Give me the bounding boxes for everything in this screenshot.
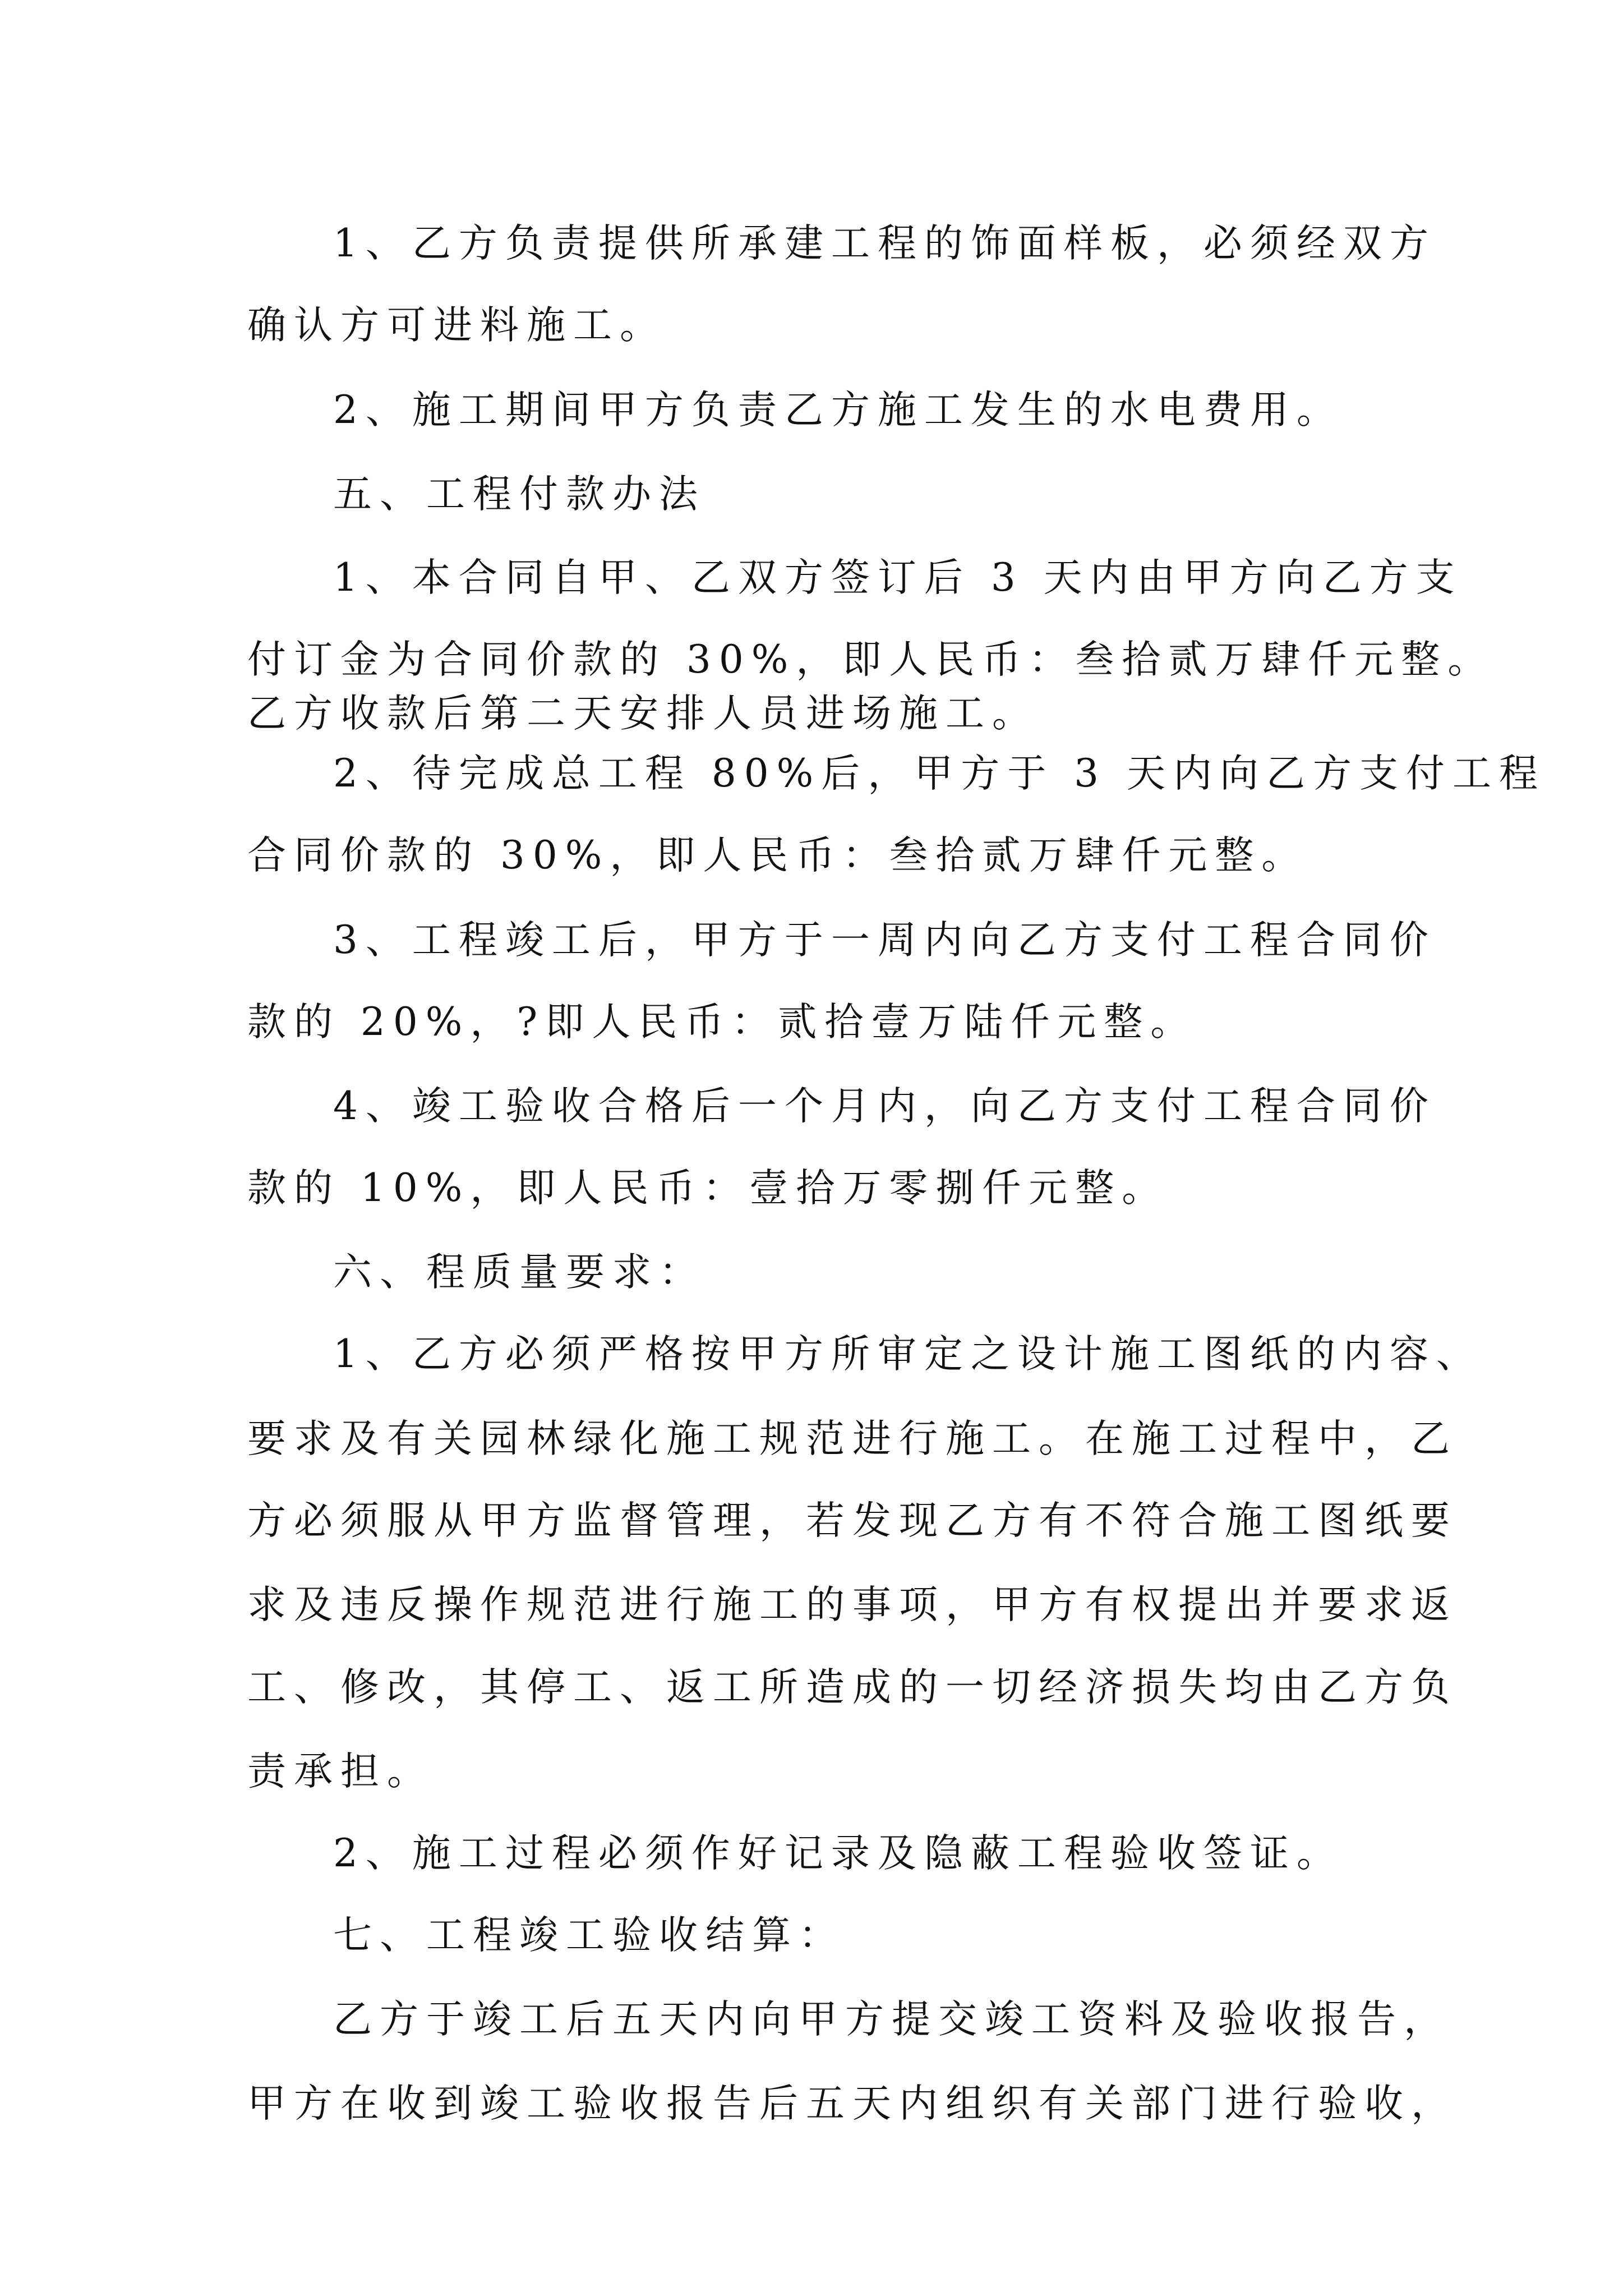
text-line: 乙方收款后第二天安排人员进场施工。 — [247, 691, 1039, 736]
text-line: 款的 10%，即人民币：壹拾万零捌仟元整。 — [247, 1166, 1169, 1211]
text-line: 2、待完成总工程 80%后，甲方于 3 天内向乙方支付工程 — [333, 751, 1546, 796]
section-heading: 五、工程付款办法 — [333, 472, 706, 517]
text-line: 求及违反操作规范进行施工的事项，甲方有权提出并要求返 — [247, 1582, 1458, 1627]
text-line: 确认方可进料施工。 — [247, 303, 666, 348]
text-line: 4、竣工验收合格后一个月内，向乙方支付工程合同价 — [333, 1084, 1436, 1129]
text-line: 乙方于竣工后五天内向甲方提交竣工资料及验收报告， — [333, 1997, 1450, 2042]
text-line: 要求及有关园林绿化施工规范进行施工。在施工过程中，乙 — [247, 1416, 1458, 1461]
text-line: 3、工程竣工后，甲方于一周内向乙方支付工程合同价 — [333, 918, 1436, 963]
text-line: 方必须服从甲方监督管理，若发现乙方有不符合施工图纸要 — [247, 1498, 1458, 1543]
text-line: 付订金为合同价款的 30%，即人民币：叁拾贰万肆仟元整。 — [247, 637, 1495, 682]
text-line: 2、施工过程必须作好记录及隐蔽工程验收签证。 — [333, 1831, 1343, 1876]
text-line: 1、乙方必须严格按甲方所审定之设计施工图纸的内容、 — [333, 1332, 1483, 1377]
text-line: 合同价款的 30%，即人民币：叁拾贰万肆仟元整。 — [247, 833, 1308, 878]
text-line: 1、乙方负责提供所承建工程的饰面样板，必须经双方 — [333, 221, 1436, 266]
text-line: 工、修改，其停工、返工所造成的一切经济损失均由乙方负 — [247, 1665, 1458, 1710]
text-line: 甲方在收到竣工验收报告后五天内组织有关部门进行验收， — [247, 2081, 1458, 2126]
text-line: 1、本合同自甲、乙双方签订后 3 天内由甲方向乙方支 — [333, 555, 1463, 600]
text-line: 责承担。 — [247, 1749, 434, 1794]
section-heading: 七、工程竣工验收结算： — [333, 1913, 845, 1958]
section-heading: 六、程质量要求： — [333, 1250, 706, 1295]
text-line: 2、施工期间甲方负责乙方施工发生的水电费用。 — [333, 388, 1343, 432]
text-line: 款的 20%，?即人民币：贰拾壹万陆仟元整。 — [247, 1000, 1197, 1045]
